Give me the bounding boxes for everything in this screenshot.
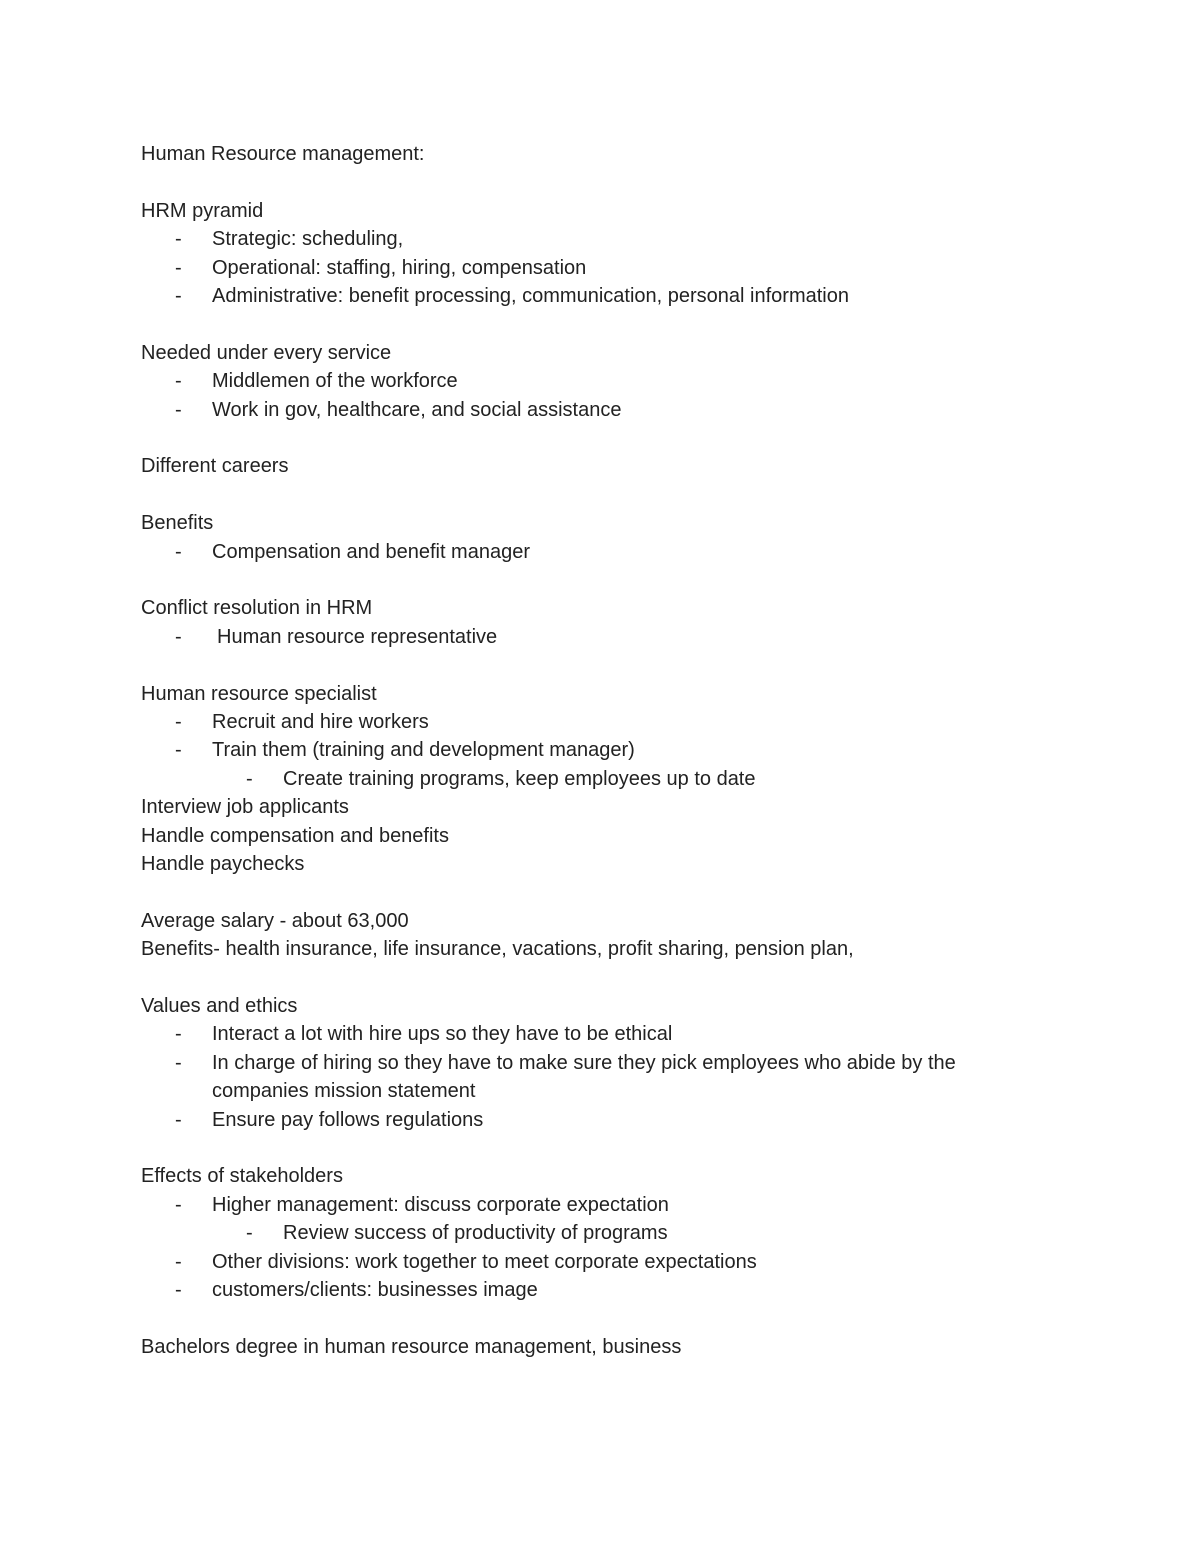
list-item: - Work in gov, healthcare, and social assistance [141,396,1041,424]
blank-line [141,651,1041,679]
list-item: - Interact a lot with hire ups so they have to be ethical [141,1020,1041,1048]
list-item: - Train them (training and development manager) [141,736,1041,764]
list-item: - Administrative: benefit processing, communication, personal information [141,282,1041,310]
list-item: - Other divisions: work together to meet corporate expectations [141,1248,1041,1276]
bullet-dash: - [175,1193,182,1216]
list-item: - Recruit and hire workers [141,708,1041,736]
list-item: - Middlemen of the workforce [141,367,1041,395]
list-item: - Human resource representative [141,623,1041,651]
section-heading-conflict: Conflict resolution in HRM [141,597,373,620]
blank-line [141,168,1041,196]
sub-list-item: - Create training programs, keep employees up to date [141,765,1041,793]
degree-line: Bachelors degree in human resource management, business [141,1335,682,1358]
bullet-dash: - [175,1023,182,1046]
bullet-dash: - [175,739,182,762]
document-title: Human Resource management: [141,143,425,165]
blank-line [141,1134,1041,1162]
list-item: - customers/clients: businesses image [141,1276,1041,1304]
bullet-dash: - [175,256,182,279]
bullet-dash: - [246,1222,253,1245]
blank-line [141,310,1041,338]
list-item: - Strategic: scheduling, [141,225,1041,253]
bullet-dash: - [175,1051,182,1074]
bullet-dash: - [175,711,182,734]
text-line: Handle compensation and benefits [141,824,449,847]
blank-line [141,964,1041,992]
average-salary: Average salary - about 63,000 [141,909,409,932]
blank-line [141,1305,1041,1333]
text-line: Interview job applicants [141,796,349,819]
benefits-line: Benefits- health insurance, life insurance, vacations, profit sharing, pension plan, [141,938,854,961]
sub-list-item: - Review success of productivity of programs [141,1219,1041,1247]
section-heading-stakeholders: Effects of stakeholders [141,1165,343,1188]
section-heading-specialist: Human resource specialist [141,682,377,705]
bullet-dash: - [175,1108,182,1131]
list-item: - Compensation and benefit manager [141,538,1041,566]
bullet-dash: - [175,398,182,421]
bullet-dash: - [175,228,182,251]
section-heading-values: Values and ethics [141,995,298,1018]
bullet-dash: - [175,1279,182,1302]
bullet-dash: - [175,540,182,563]
bullet-dash: - [175,1250,182,1273]
bullet-dash: - [175,370,182,393]
blank-line [141,424,1041,452]
bullet-dash: - [175,625,182,648]
list-item: - In charge of hiring so they have to make sure they pick employees who abide by the companies mission statement [141,1049,1032,1106]
bullet-dash: - [175,285,182,308]
list-item: - Operational: staffing, hiring, compensation [141,254,1041,282]
blank-line [141,566,1041,594]
section-heading-hrm-pyramid: HRM pyramid [141,199,264,222]
text-line: Handle paychecks [141,853,305,876]
bullet-dash: - [246,767,253,790]
section-heading-needed: Needed under every service [141,341,392,364]
list-item: - Higher management: discuss corporate expectation [141,1191,1041,1219]
list-item: - Ensure pay follows regulations [141,1106,1041,1134]
section-heading-careers: Different careers [141,455,289,478]
blank-line [141,481,1041,509]
document-body [141,140,1041,1361]
section-heading-benefits: Benefits [141,512,214,535]
blank-line [141,878,1041,906]
